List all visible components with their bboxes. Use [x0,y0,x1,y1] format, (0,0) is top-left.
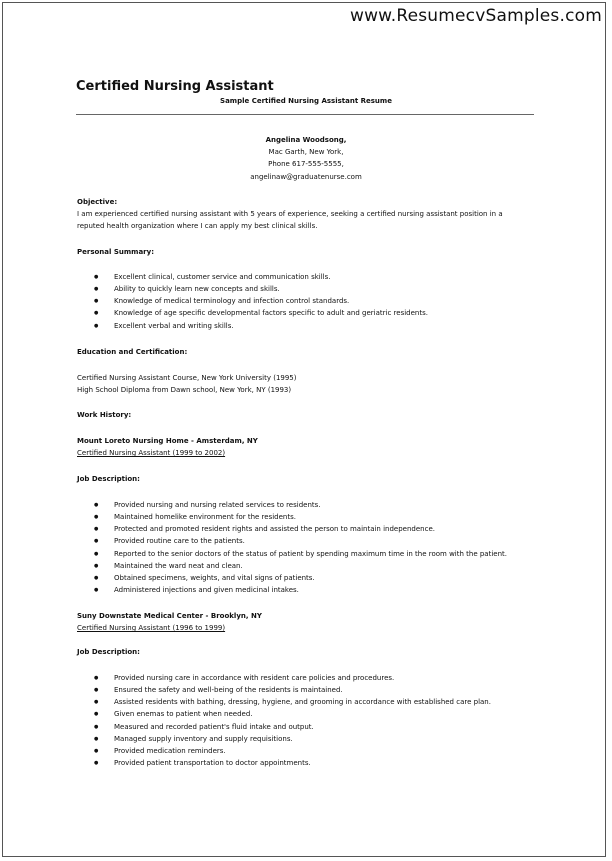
job-employer: Mount Loreto Nursing Home - Amsterdam, NY [77,437,258,445]
job-employer: Suny Downstate Medical Center - Brooklyn, NY [77,612,262,620]
list-item: ● Given enemas to patient when needed. [77,708,491,720]
resume-title: Certified Nursing Assistant [76,79,274,94]
work-history-heading: Work History: [77,411,132,419]
title-divider [76,114,534,115]
list-item: ● Reported to the senior doctors of the status of patient by spending maximum time in the room with the patient. [77,548,507,560]
summary-heading: Personal Summary: [77,248,154,256]
list-item: ● Provided nursing care in accordance with resident care policies and procedures. [77,672,491,684]
contact-email: angelinaw@graduatenurse.com [250,172,362,181]
list-item: ● Protected and promoted resident rights and assisted the person to maintain independence. [77,523,507,535]
education-heading: Education and Certification: [77,348,188,356]
list-item: ● Assisted residents with bathing, dressing, hygiene, and grooming in accordance with established care plan. [77,696,491,708]
objective-text: I am experienced certified nursing assistant with 5 years of experience, seeking a certified nursing assistant position in a reputed health organization where I can apply my best clinical skills. [77,210,503,230]
contact-phone: Phone 617-555-5555, [268,160,344,169]
contact-name: Angelina Woodsong, [265,136,347,144]
job-role: Certified Nursing Assistant (1996 to 1999) [77,624,226,632]
resume-subtitle: Sample Certified Nursing Assistant Resume [220,97,392,105]
education-line: High School Diploma from Dawn school, New York, NY (1993) [77,386,292,394]
list-item: ● Ensured the safety and well-being of the residents is maintained. [77,684,491,696]
list-item: ● Excellent clinical, customer service and communication skills. [77,271,428,283]
education-line: Certified Nursing Assistant Course, New York University (1995) [77,374,297,382]
list-item: ● Maintained the ward neat and clean. [77,560,507,572]
list-item: ● Ability to quickly learn new concepts and skills. [77,283,428,295]
list-item: ● Knowledge of medical terminology and infection control standards. [77,295,428,307]
job-role: Certified Nursing Assistant (1999 to 2002) [77,449,226,457]
list-item: ● Knowledge of age specific developmental factors specific to adult and geriatric residents. [77,307,428,319]
list-item: ● Obtained specimens, weights, and vital signs of patients. [77,572,507,584]
job-description-heading: Job Description: [77,648,140,656]
job-description-heading: Job Description: [77,475,140,483]
list-item: ● Provided patient transportation to doctor appointments. [77,757,491,769]
contact-block [0,134,612,183]
summary-list [77,271,428,332]
list-item: ● Provided routine care to the patients. [77,535,507,547]
list-item: ● Administered injections and given medicinal intakes. [77,584,507,596]
list-item: ● Excellent verbal and writing skills. [77,320,428,332]
list-item: ● Provided medication reminders. [77,745,491,757]
job-duties-list [77,499,507,596]
list-item: ● Measured and recorded patient's fluid intake and output. [77,721,491,733]
list-item: ● Provided nursing and nursing related services to residents. [77,499,507,511]
list-item: ● Maintained homelike environment for the residents. [77,511,507,523]
site-watermark[interactable]: www.ResumecvSamples.com [349,6,602,26]
list-item: ● Managed supply inventory and supply requisitions. [77,733,491,745]
job-duties-list [77,672,491,769]
contact-address: Mac Garth, New York, [268,148,344,157]
objective-heading: Objective: [77,198,118,206]
